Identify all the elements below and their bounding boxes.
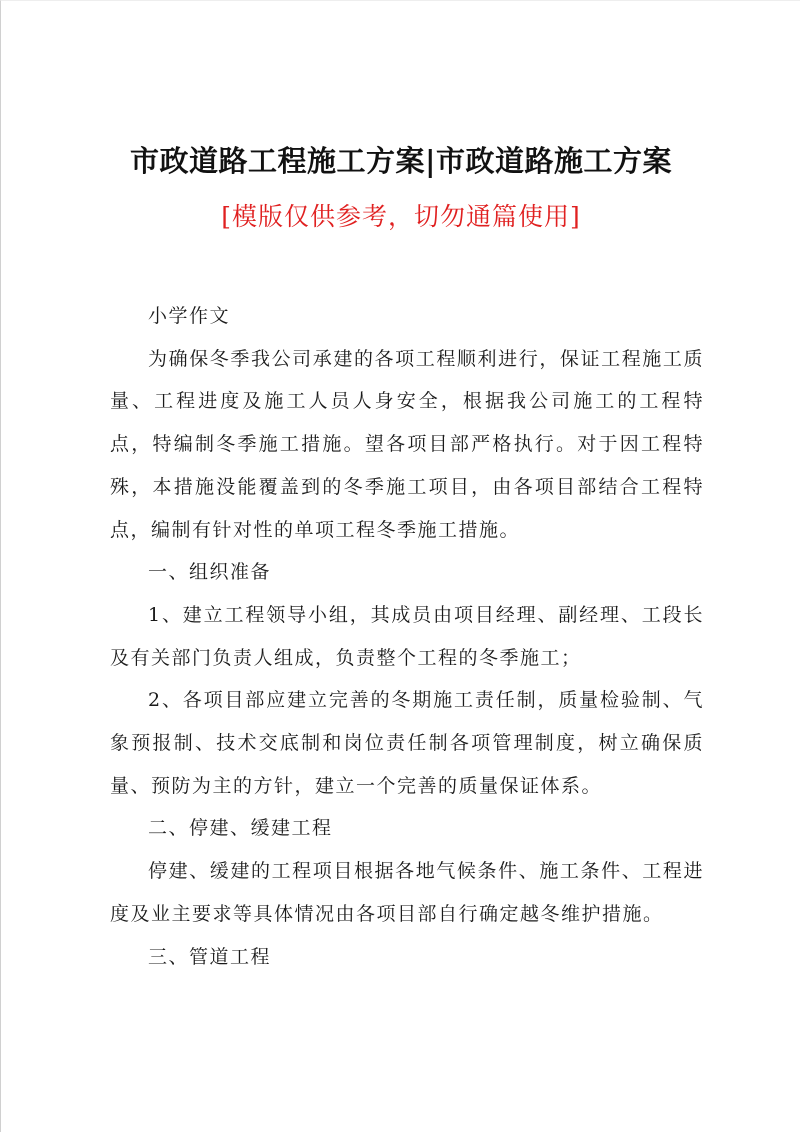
- section-heading-pipeline: 三、管道工程: [148, 945, 272, 968]
- document-body: [110, 295, 704, 978]
- template-disclaimer: [模版仅供参考，切勿通篇使用]: [221, 202, 581, 231]
- document-title: 市政道路工程施工方案|市政道路施工方案: [129, 144, 673, 178]
- paragraph-category: 小学作文: [148, 305, 231, 327]
- section-heading-suspended-works: 二、停建、缓建工程: [148, 817, 333, 840]
- paragraph-item-2: 2、各项目部应建立完善的冬期施工责任制，质量检验制、气象预报制、技术交底制和岗位责任制各项管理制度，树立确保质量、预防为主的方针，建立一个完善的质量保证体系。: [110, 689, 704, 797]
- paragraph-item-1: 1、建立工程领导小组，其成员由项目经理、副经理、工段长及有关部门负责人组成，负责整个工程的冬季施工；: [110, 603, 704, 669]
- paragraph-suspended-works: 停建、缓建的工程项目根据各地气候条件、施工条件、工程进度及业主要求等具体情况由各项目部自行确定越冬维护措施。: [110, 860, 704, 925]
- paragraph-intro: 为确保冬季我公司承建的各项工程顺利进行，保证工程施工质量、工程进度及施工人员人身安全，根据我公司施工的工程特点，特编制冬季施工措施。望各项目部严格执行。对于因工程特殊，本措施没能覆盖到的冬季施工项目，由各项目部结合工程特点，编制有针对性的单项工程冬季施工措施。: [110, 347, 704, 541]
- section-heading-organization: 一、组织准备: [148, 561, 272, 584]
